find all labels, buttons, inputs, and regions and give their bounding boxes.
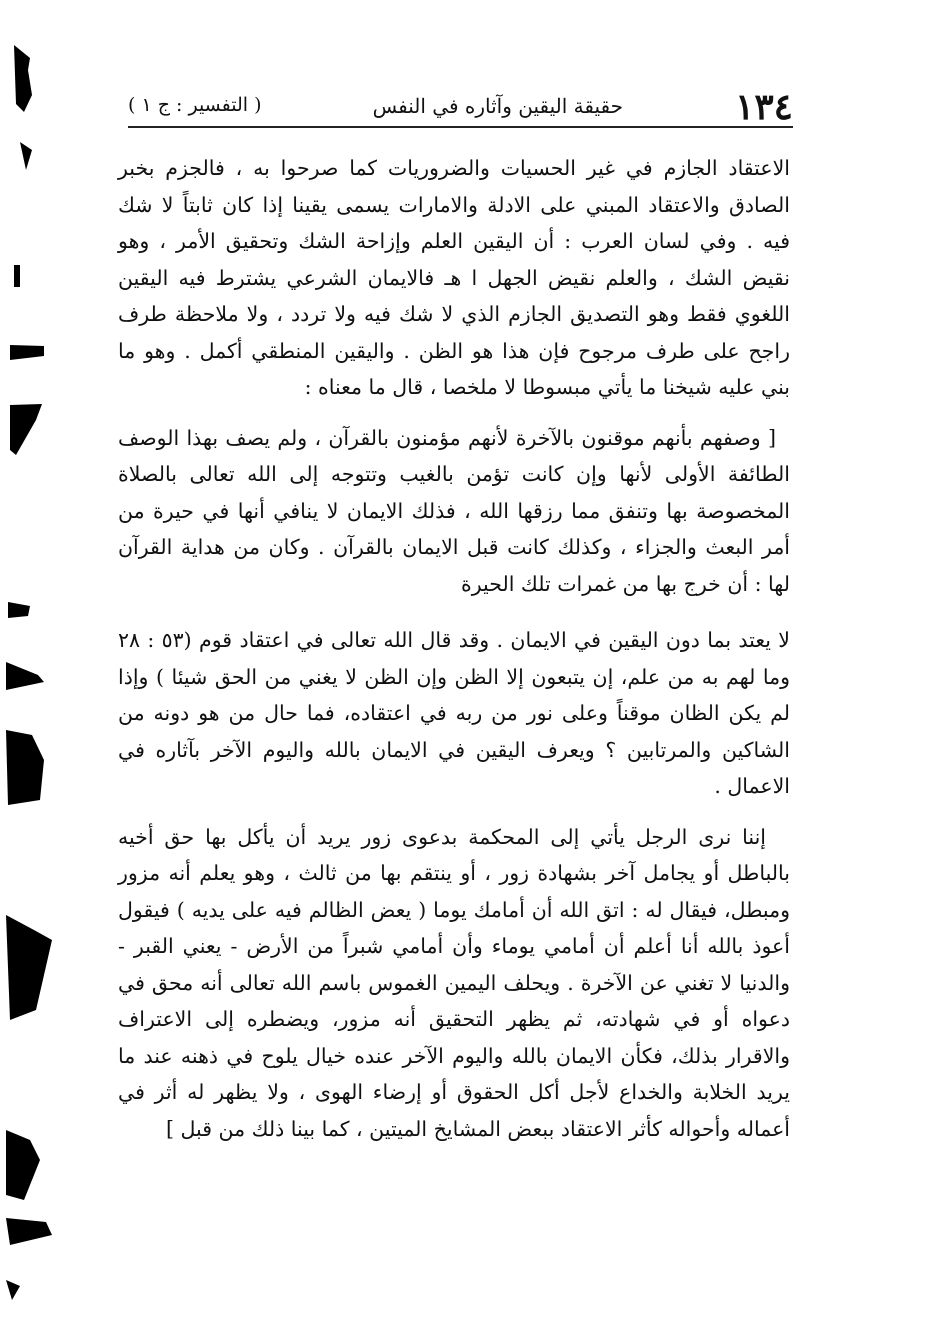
- page-number: ١٣٤: [734, 86, 793, 128]
- section-reference: ( التفسير : ج ١ ): [128, 94, 262, 116]
- running-header: [128, 86, 793, 128]
- paragraph-1: الاعتقاد الجازم في غير الحسيات والضروريات كما صرحوا به ، فالجزم بخبر الصادق والاعتقاد المبني على الادلة والامارات يسمى يقينا إذا كان ثابتاً لا شك فيه . وفي لسان العرب : أن اليقين العلم وإزاحة الشك وتحقيق الأمر ، وهو نقيض الشك ، والعلم نقيض الجهل ا هـ فالايمان الشرعي يشترط فيه اليقين اللغوي فقط وهو التصديق الجازم الذي لا شك فيه ولا تردد ، ولا ملاحظة طرف راجح على طرف مرجوح فإن هذا هو الظن . واليقين المنطقي أكمل . وهو ما بني عليه شيخنا ما يأتي مبسوطا لا ملخصا ، قال ما معناه :: [118, 156, 790, 399]
- scan-edge-shadow: [0, 0, 60, 1318]
- page-body: [118, 150, 790, 1147]
- paragraph-3: لا يعتد بما دون اليقين في الايمان . وقد قال الله تعالى في اعتقاد قوم (٥٣ : ٢٨ وما لهم به من علم، إن يتبعون إلا الظن وإن الظن لا يغني من الحق شيئا ) وإذا لم يكن الظان موقناً وعلى نور من ربه في اعتقاده، فما حال من هو دونه من الشاكين والمرتابين ؟ ويعرف اليقين في الايمان بالله واليوم الآخر بآثاره في الاعمال .: [118, 628, 790, 798]
- paragraph-4: إننا نرى الرجل يأتي إلى المحكمة بدعوى زور يريد أن يأكل بها حق أخيه بالباطل أو يجامل آخر بشهادة زور ، أو ينتقم بها من ثالث ، وهو يعلم أنه مزور ومبطل، فيقال له : اتق الله أن أمامك يوما ( يعض الظالم فيه على يديه ) فيقول أعوذ بالله أنا أعلم أن أمامي يوماء وأن أمامي شبراً من الأرض - يعني القبر - والدنيا لا تغني عن الآخرة . ويحلف اليمين الغموس باسم الله تعالى أنه محق في دعواه أو في شهادته، ثم يظهر التحقيق أنه مزور، ويضطره إلى الاعتراف والاقرار بذلك، فكأن الايمان بالله واليوم الآخر عنده خيال يلوح في ذهنه عند ما يريد الخلابة والخداع لأجل أكل الحقوق أو إرضاء الهوى ، ولا يظهر له أثر في أعماله وأحواله كأثر الاعتقاد ببعض المشايخ الميتين ، كما بينا ذلك من قبل ]: [118, 824, 790, 1141]
- running-title: حقيقة اليقين وآثاره في النفس: [372, 94, 623, 118]
- paragraph-quote-start: [ وصفهم بأنهم موقنون بالآخرة لأنهم مؤمنون بالقرآن ، ولم يصف بهذا الوصف الطائفة الأولى لأنها وإن كانت تؤمن بالغيب وتتوجه إلى الله تعالى بالصلاة المخصوصة بها وتنفق مما رزقها الله ، فذلك الايمان لا ينافي أنها في حيرة من أمر البعث والجزاء ، وكذلك كانت قبل الايمان بالقرآن . وكان من هداية القرآن لها : أن خرج بها من غمرات تلك الحيرة: [118, 425, 790, 596]
